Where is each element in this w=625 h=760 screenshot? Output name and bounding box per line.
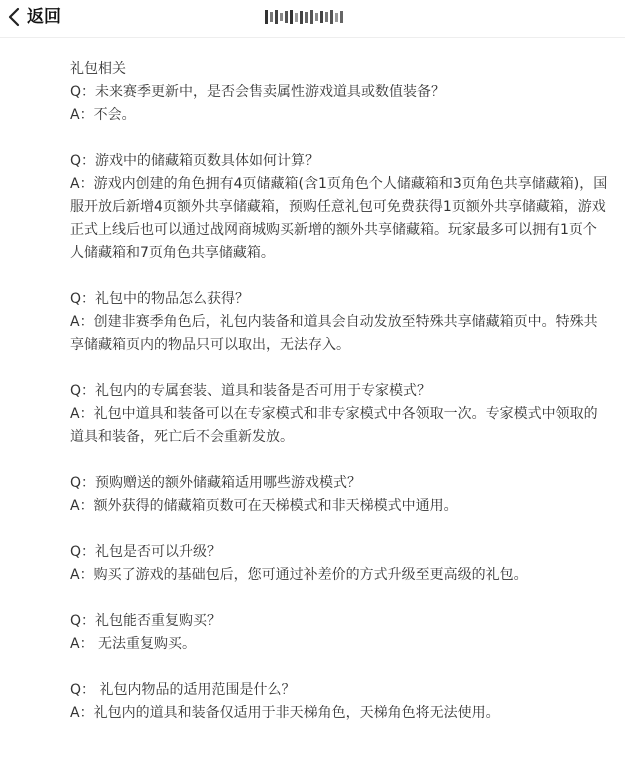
chevron-left-icon — [6, 5, 24, 29]
qa-item — [70, 541, 610, 587]
answer-text: A：游戏内创建的角色拥有4页储藏箱(含1页角色个人储藏箱和3页角色共享储藏箱)，国服开放后新增4页额外共享储藏箱，预购任意礼包可免费获得1页额外共享储藏箱，游戏正式上线后也可以通过战网商城购买新增的额外共享储藏箱。玩家最多可以拥有1页个人储藏箱和7页角色共享储藏箱。 — [70, 176, 608, 261]
article-content — [70, 58, 610, 748]
question-text: Q：预购赠送的额外储藏箱适用哪些游戏模式？ — [70, 475, 362, 491]
back-label: 返回 — [27, 7, 61, 27]
answer-text: A：礼包内的道具和装备仅适用于非天梯角色，天梯角色将无法使用。 — [70, 705, 500, 721]
section-title: 礼包相关 — [70, 61, 126, 77]
question-text: Q：礼包能否重复购买？ — [70, 613, 222, 629]
question-text: Q：游戏中的储藏箱页数具体如何计算？ — [70, 153, 320, 169]
answer-text: A： 无法重复购买。 — [70, 636, 197, 652]
qa-item — [70, 380, 610, 449]
answer-text: A：额外获得的储藏箱页数可在天梯模式和非天梯模式中通用。 — [70, 498, 458, 514]
answer-text: A：创建非赛季角色后，礼包内装备和道具会自动发放至特殊共享储藏箱页中。特殊共享储藏箱页内的物品只可以取出，无法存入。 — [70, 314, 598, 353]
qa-item — [70, 288, 610, 357]
back-button[interactable] — [6, 5, 61, 29]
qa-item — [70, 81, 610, 127]
answer-text: A：礼包中道具和装备可以在专家模式和非专家模式中各领取一次。专家模式中领取的道具和装备，死亡后不会重新发放。 — [70, 406, 598, 445]
question-text: Q：未来赛季更新中，是否会售卖属性游戏道具或数值装备？ — [70, 84, 446, 100]
question-text: Q： 礼包内物品的适用范围是什么？ — [70, 682, 296, 698]
qa-item — [70, 610, 610, 656]
answer-text: A：不会。 — [70, 107, 136, 123]
top-bar — [0, 0, 625, 38]
question-text: Q：礼包中的物品怎么获得？ — [70, 291, 250, 307]
blurred-title-icon — [265, 10, 345, 24]
question-text: Q：礼包内的专属套装、道具和装备是否可用于专家模式？ — [70, 383, 432, 399]
qa-item — [70, 679, 610, 725]
qa-item — [70, 472, 610, 518]
question-text: Q：礼包是否可以升级？ — [70, 544, 222, 560]
qa-item — [70, 150, 610, 265]
answer-text: A：购买了游戏的基础包后，您可通过补差价的方式升级至更高级的礼包。 — [70, 567, 528, 583]
